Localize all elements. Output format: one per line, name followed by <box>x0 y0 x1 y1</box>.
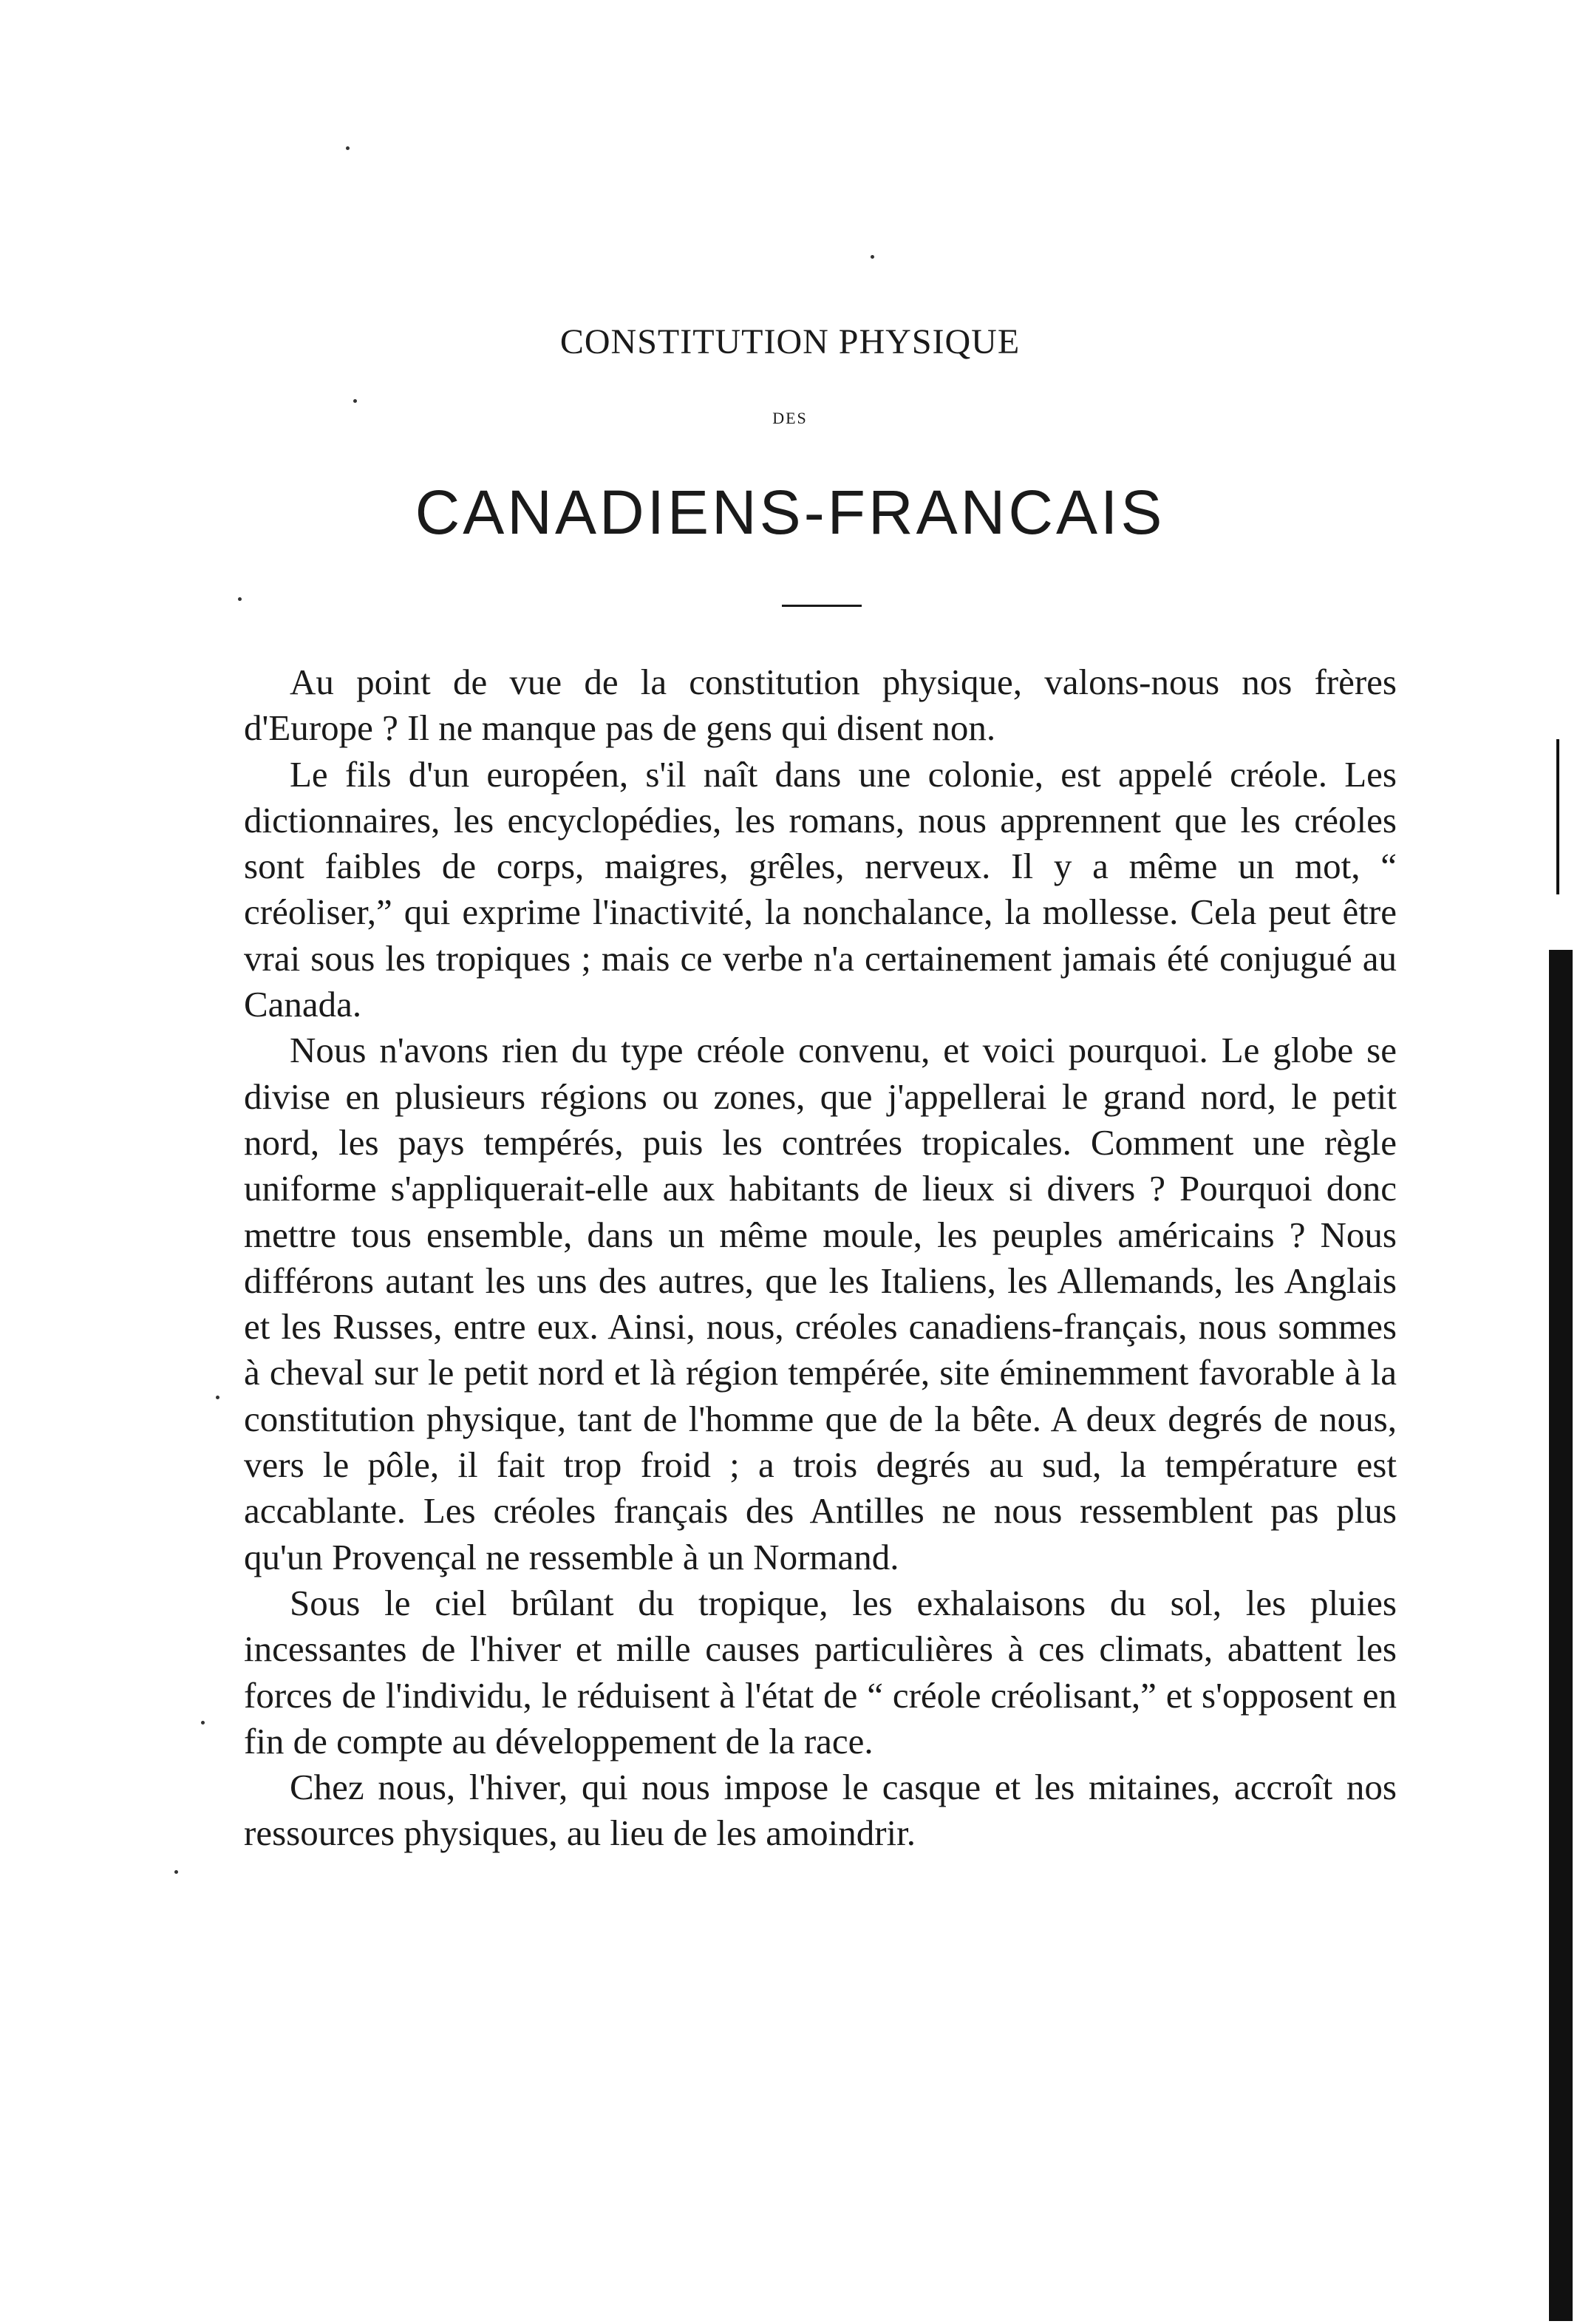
paragraph-4: Sous le ciel brûlant du tropique, les exhalaisons du sol, les pluies incessantes de l'hiver et mille causes particulières à ces climats, abattent les forces de l'individu, le réduisent à l'état de “ créole créolisant,” et s'opposent en fin de compte au développement de la race. <box>244 1582 1397 1761</box>
scan-speck <box>238 597 242 601</box>
heading-line-1: CONSTITUTION PHYSIQUE <box>559 322 1021 361</box>
paragraph-3: Nous n'avons rien du type créole convenu, et voici pourquoi. Le globe se divise en plusieurs régions ou zones, que j'appellerai le grand nord, le petit nord, les pays tempérés, puis les contrées tropicales. Comment une règle uniforme s'appliquerait-elle aux habitants de lieux si divers ? Pourquoi donc mettre tous ensemble, dans un même moule, les peuples américains ? Nous différons autant les uns des autres, que les Italiens, les Allemands, les Anglais et les Russes, entre eux. Ainsi, nous, créoles canadiens-français, nous sommes à cheval sur le petit nord et là région tempérée, site éminemment favorable à la constitution physique, tant de l'homme que de la bête. A deux degrés de nous, vers le pôle, il fait trop froid ; a trois degrés au sud, la température est accablante. Les créoles français des Antilles ne nous ressemblent pas plus qu'un Provençal ne ressemble à un Normand. <box>244 1030 1397 1577</box>
heading-title: CANADIENS-FRANCAIS <box>415 478 1165 547</box>
paragraph-2: Le fils d'un européen, s'il naît dans une colonie, est appelé créole. Les dictionnaires, les encyclopédies, les romans, nous apprennent que les créoles sont faibles de corps, maigres, grêles, nerveux. Il y a même un mot, “ créoliser,” qui exprime l'inactivité, la nonchalance, la mollesse. Cela peut être vrai sous les tropiques ; mais ce verbe n'a certainement jamais été conjugué au Canada. <box>244 753 1397 1025</box>
scan-speck <box>353 399 357 403</box>
scan-speck <box>346 146 350 150</box>
scan-speck <box>201 1721 205 1725</box>
scan-edge-mark <box>1556 739 1559 894</box>
heading-rule <box>782 605 862 607</box>
scan-speck <box>871 255 874 259</box>
scan-speck <box>216 1396 219 1399</box>
paragraph-5: Chez nous, l'hiver, qui nous impose le casque et les mitaines, accroît nos ressources physiques, au lieu de les amoindrir. <box>244 1767 1397 1854</box>
body-text <box>244 659 1397 1857</box>
paragraph-1: Au point de vue de la constitution physique, valons-nous nos frères d'Europe ? Il ne manque pas de gens qui disent non. <box>244 662 1397 749</box>
scan-edge-mark <box>1549 950 1573 2321</box>
heading-line-2: DES <box>772 409 808 427</box>
scan-speck <box>174 1870 178 1874</box>
